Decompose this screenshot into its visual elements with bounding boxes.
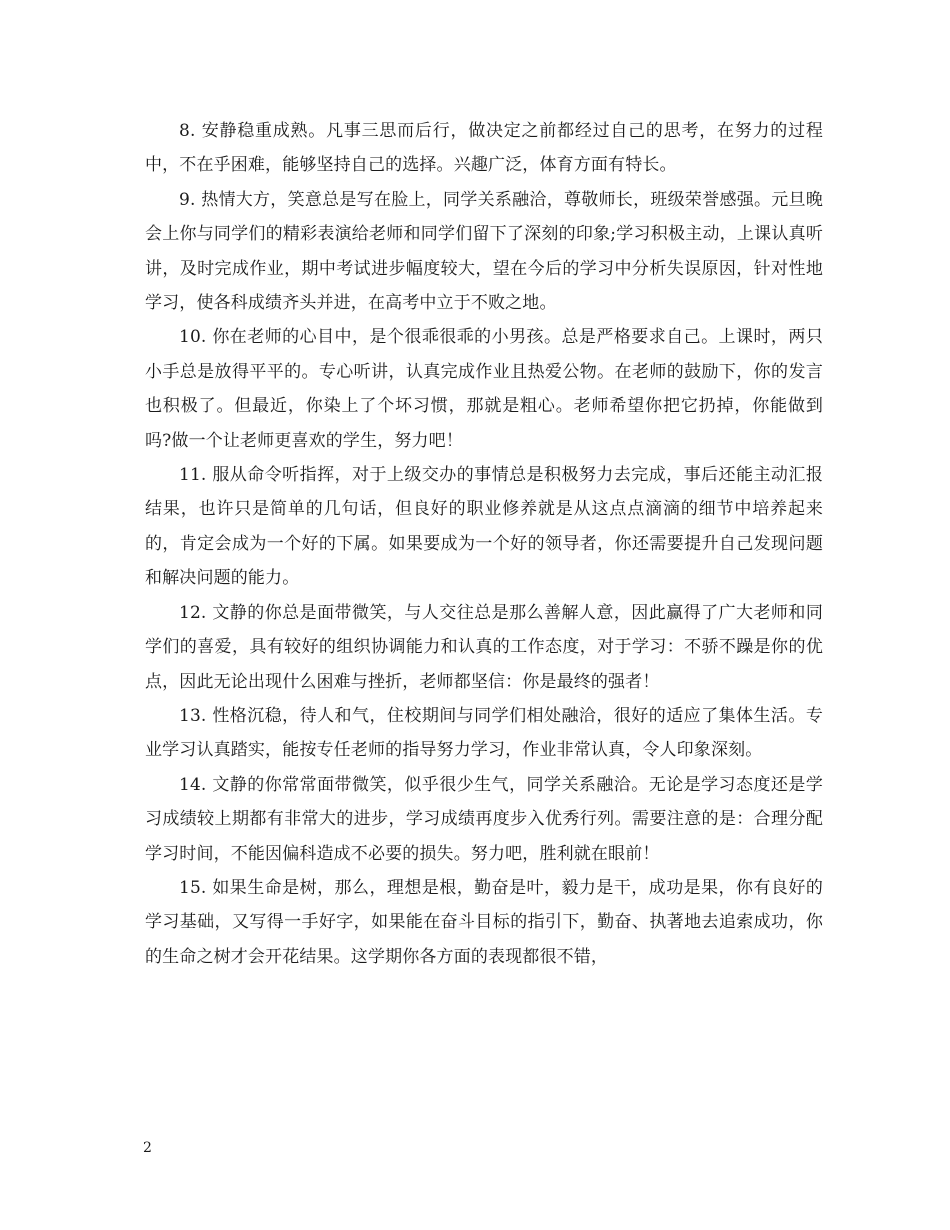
paragraph-item-10: 10. 你在老师的心目中，是个很乖很乖的小男孩。总是严格要求自己。上课时，两只小手总是放得平平的。专心听讲，认真完成作业且热爱公物。在老师的鼓励下，你的发言也积极了。但最近，你染上了个坏习惯，那就是粗心。老师希望你把它扔掉，你能做到吗?做一个让老师更喜欢的学生，努力吧！ xyxy=(145,327,823,451)
document-body xyxy=(145,114,823,974)
paragraph-item-12: 12. 文静的你总是面带微笑，与人交往总是那么善解人意，因此赢得了广大老师和同学们的喜爱，具有较好的组织协调能力和认真的工作态度，对于学习：不骄不躁是你的优点，因此无论出现什么困难与挫折，老师都坚信：你是最终的强者！ xyxy=(145,602,823,692)
paragraph-item-8: 8. 安静稳重成熟。凡事三思而后行，做决定之前都经过自己的思考，在努力的过程中，不在乎困难，能够坚持自己的选择。兴趣广泛，体育方面有特长。 xyxy=(145,121,823,176)
page-number: 2 xyxy=(143,1140,152,1156)
paragraph-item-14: 14. 文静的你常常面带微笑，似乎很少生气，同学关系融洽。无论是学习态度还是学习成绩较上期都有非常大的进步，学习成绩再度步入优秀行列。需要注意的是：合理分配学习时间，不能因偏科造成不必要的损失。努力吧，胜利就在眼前！ xyxy=(145,774,823,864)
paragraph-item-15: 15. 如果生命是树，那么，理想是根，勤奋是叶，毅力是干，成功是果，你有良好的学习基础，又写得一手好字，如果能在奋斗目标的指引下，勤奋、执著地去追索成功，你的生命之树才会开花结果。这学期你各方面的表现都很不错， xyxy=(145,877,823,967)
paragraph-item-9: 9. 热情大方，笑意总是写在脸上，同学关系融洽，尊敬师长，班级荣誉感强。元旦晚会上你与同学们的精彩表演给老师和同学们留下了深刻的印象;学习积极主动，上课认真听讲，及时完成作业，期中考试进步幅度较大，望在今后的学习中分析失误原因，针对性地学习，使各科成绩齐头并进，在高考中立于不败之地。 xyxy=(145,189,823,314)
paragraph-item-13: 13. 性格沉稳，待人和气，住校期间与同学们相处融洽，很好的适应了集体生活。专业学习认真踏实，能按专任老师的指导努力学习，作业非常认真，令人印象深刻。 xyxy=(145,705,823,761)
paragraph-item-11: 11. 服从命令听指挥，对于上级交办的事情总是积极努力去完成，事后还能主动汇报结果，也许只是简单的几句话，但良好的职业修养就是从这点点滴滴的细节中培养起来的，肯定会成为一个好的下属。如果要成为一个好的领导者，你还需要提升自己发现问题和解决问题的能力。 xyxy=(145,465,823,589)
